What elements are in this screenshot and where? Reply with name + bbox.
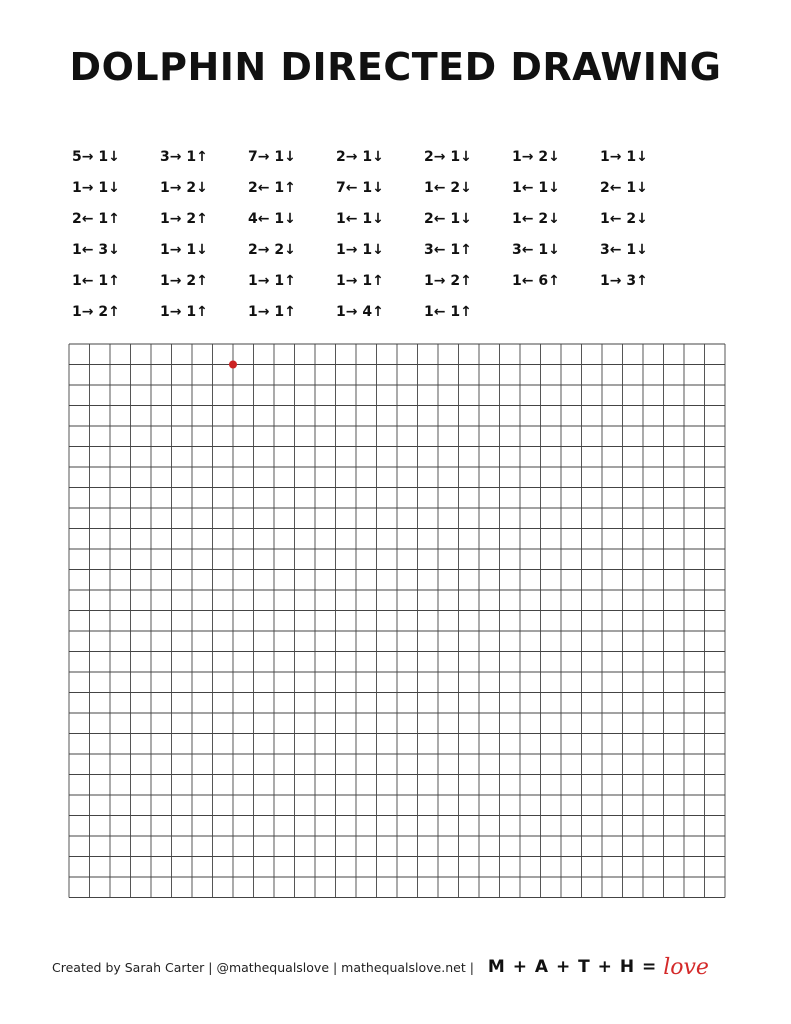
instruction-step: 1→ 1↓: [160, 242, 208, 258]
brand-logo-text: M + A + T + H =: [487, 957, 658, 977]
instruction-step: 1→ 1↓: [600, 149, 648, 165]
instruction-step: 1← 2↓: [600, 211, 648, 227]
instruction-step: 1← 1↓: [336, 211, 384, 227]
instruction-step: 1→ 1↑: [248, 273, 296, 289]
instruction-step: 1← 2↓: [424, 180, 472, 196]
instruction-step: 1→ 2↑: [160, 273, 208, 289]
instruction-step: 1→ 1↑: [248, 304, 296, 320]
instruction-step: 2→ 1↓: [336, 149, 384, 165]
instruction-step: 1← 3↓: [72, 242, 120, 258]
instruction-step: 1→ 1↓: [336, 242, 384, 258]
instruction-step: 1→ 2↓: [512, 149, 560, 165]
instruction-step: 1← 2↓: [512, 211, 560, 227]
drawing-grid: [68, 343, 726, 899]
start-dot: [229, 361, 237, 369]
instruction-step: 2← 1↑: [248, 180, 296, 196]
instruction-step: 1← 1↓: [512, 180, 560, 196]
instruction-step: 3← 1↑: [424, 242, 472, 258]
instruction-step: 2→ 1↓: [424, 149, 472, 165]
instruction-step: 7← 1↓: [336, 180, 384, 196]
footer-credits: Created by Sarah Carter | @mathequalslove | mathequalslove.net |: [52, 959, 474, 975]
instruction-step: 2→ 2↓: [248, 242, 296, 258]
instruction-step: 1→ 1↑: [160, 304, 208, 320]
footer: [52, 952, 752, 982]
instruction-step: 4← 1↓: [248, 211, 296, 227]
brand-love-script: love: [663, 954, 709, 980]
instruction-step: 5→ 1↓: [72, 149, 120, 165]
instruction-step: 1→ 2↑: [160, 211, 208, 227]
instruction-step: 1→ 4↑: [336, 304, 384, 320]
drawing-grid-wrapper: [68, 343, 726, 899]
instruction-step: 2← 1↑: [72, 211, 120, 227]
instruction-step: 3← 1↓: [600, 242, 648, 258]
instruction-step: 3← 1↓: [512, 242, 560, 258]
instruction-step: 1→ 1↓: [72, 180, 120, 196]
instruction-list: [72, 142, 742, 328]
instruction-step: 2← 1↓: [424, 211, 472, 227]
instruction-step: 1→ 2↑: [72, 304, 120, 320]
instruction-step: 1→ 2↑: [424, 273, 472, 289]
instruction-step: 1← 1↑: [424, 304, 472, 320]
instruction-step: 1→ 3↑: [600, 273, 648, 289]
instruction-step: 1← 6↑: [512, 273, 560, 289]
instruction-step: 1← 1↑: [72, 273, 120, 289]
instruction-step: 2← 1↓: [600, 180, 648, 196]
instruction-step: 1→ 1↑: [336, 273, 384, 289]
instruction-step: 1→ 2↓: [160, 180, 208, 196]
instruction-step: 3→ 1↑: [160, 149, 208, 165]
page-title: DOLPHIN DIRECTED DRAWING: [69, 45, 722, 89]
instruction-step: 7→ 1↓: [248, 149, 296, 165]
